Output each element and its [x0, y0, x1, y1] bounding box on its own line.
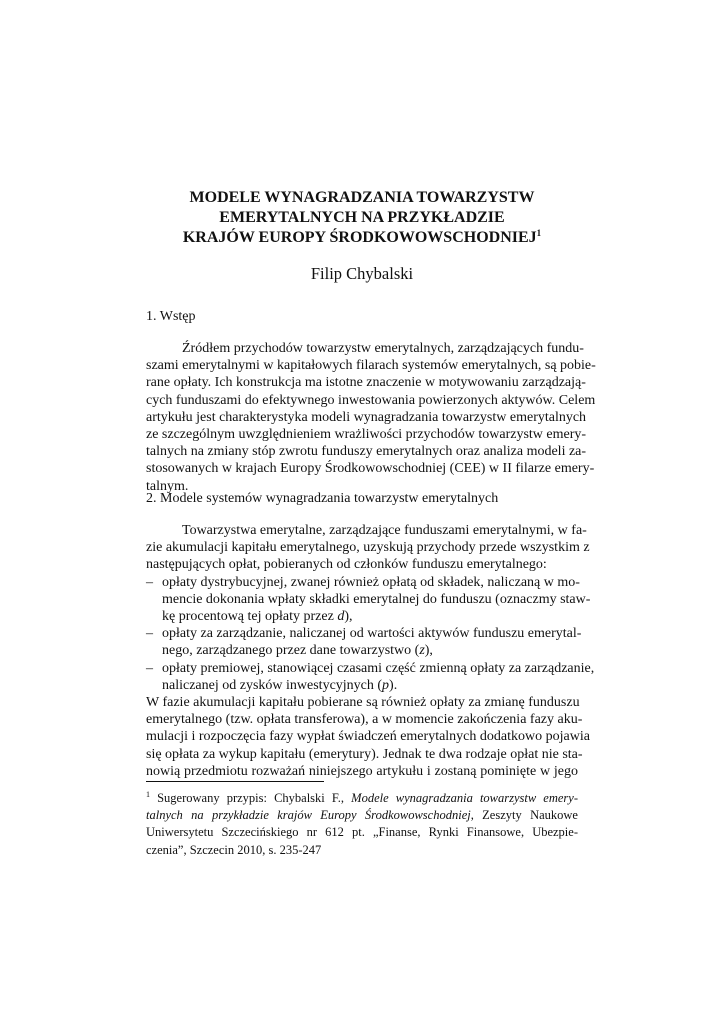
footnote-mark: 1 [146, 790, 150, 799]
list-item [146, 574, 591, 626]
title-line-2: EMERYTALNYCH NA PRZYKŁADZIE [219, 209, 505, 226]
text-line: W fazie akumulacji kapitału pobierane są również opłaty za zmianę funduszu [146, 695, 580, 711]
dash-bullet: – [146, 660, 153, 676]
symbol-p: p [382, 677, 390, 693]
text-line: zie akumulacji kapitału emerytalnego, uzyskują przychody przede wszystkim z [146, 540, 590, 556]
text-line: się opłata za wykup kapitału (emerytury). Jednak te dwa rodzaje opłat nie sta- [146, 746, 583, 762]
symbol-d: d [337, 609, 345, 625]
text-line: kę procentową tej opłaty przez d), [162, 609, 353, 625]
text-line: cych funduszami do efektywnego inwestowania powierzonych aktywów. Celem [146, 392, 596, 408]
article-title [146, 188, 578, 248]
section-1-paragraph [146, 340, 596, 495]
list-item [146, 625, 582, 659]
text-line: Źródłem przychodów towarzystw emerytalnych, zarządzających fundu- [182, 341, 584, 356]
text-line: naliczanej od zysków inwestycyjnych (p). [162, 677, 398, 693]
dash-bullet: – [146, 626, 153, 642]
text-line: stosowanych w krajach Europy Środkowowschodniej (CEE) w II filarze emery- [146, 461, 595, 477]
symbol-z: z [419, 643, 425, 659]
text-line: talnych na zmiany stóp zwrotu funduszy emerytalnych oraz analiza modeli za- [146, 444, 587, 460]
text-line: talnym. [146, 478, 189, 494]
footnote-line: $^1$ Sugerowany przypis: Chybalski F., Modele wynagradzania towarzystw emery- [146, 790, 579, 805]
section-2-paragraph [146, 522, 595, 780]
footnote-separator [146, 781, 324, 782]
footnote-1 [146, 790, 578, 859]
title-footnote-mark[interactable]: 1 [536, 228, 542, 238]
text-line: opłaty premiowej, stanowiącej czasami część zmienną opłaty za zarządzanie, [162, 660, 595, 676]
dash-bullet: – [146, 574, 153, 590]
text-line: artykułu jest charakterystyka modeli wynagradzania towarzystw emerytalnych [146, 409, 587, 425]
text-line: ze szczególnym uwzględnieniem wrażliwości przychodów towarzystw emery- [146, 427, 587, 443]
text-line: opłaty dystrybucyjnej, zwanej również opłatą od składek, naliczaną w mo- [162, 574, 580, 590]
text-line: opłaty za zarządzanie, naliczanej od wartości aktywów funduszu emerytal- [162, 626, 582, 642]
fee-list [146, 574, 595, 694]
section-1-heading: 1. Wstęp [146, 309, 196, 324]
text-line: mulacji i rozpoczęcia fazy wypłat świadczeń emerytalnych dodatkowo pojawia [146, 729, 590, 745]
text-line: rane opłaty. Ich konstrukcja ma istotne znaczenie w motywowaniu zarządzają- [146, 375, 586, 391]
title-line-1: MODELE WYNAGRADZANIA TOWARZYSTW [189, 189, 535, 206]
text-line: nowią przedmiotu rozważań niniejszego artykułu i zostaną pominięte w jego [146, 763, 578, 779]
text-line: Towarzystwa emerytalne, zarządzające funduszami emerytalnymi, w fa- [182, 523, 587, 538]
text-line: nego, zarządzanego przez dane towarzystwo (z), [162, 643, 433, 659]
author-name: Filip Chybalski [310, 264, 414, 283]
footnote-line: Uniwersytetu Szczecińskiego nr 612 pt. „Finanse, Rynki Finansowe, Ubezpie- [146, 825, 578, 840]
footnote-line: czenia”, Szczecin 2010, s. 235-247 [146, 842, 322, 857]
text-line: emerytalnego (tzw. opłata transferowa), a w momencie zakończenia fazy aku- [146, 712, 583, 728]
footnote-line: talnych na przykładzie krajów Europy Środkowowschodniej, Zeszyty Naukowe [146, 808, 578, 823]
list-item [146, 660, 595, 694]
section-2-heading: 2. Modele systemów wynagradzania towarzystw emerytalnych [146, 491, 499, 506]
text-line: następujących opłat, pobieranych od członków funduszu emerytalnego: [146, 557, 547, 573]
text-line: mencie dokonania wpłaty składki emerytalnej do funduszu (oznaczmy staw- [162, 591, 591, 607]
text-line: szami emerytalnymi w kapitałowych filarach systemów emerytalnych, są pobie- [146, 358, 596, 374]
title-line-3: KRAJÓW EUROPY ŚRODKOWOWSCHODNIEJ$^1$ [182, 228, 542, 246]
